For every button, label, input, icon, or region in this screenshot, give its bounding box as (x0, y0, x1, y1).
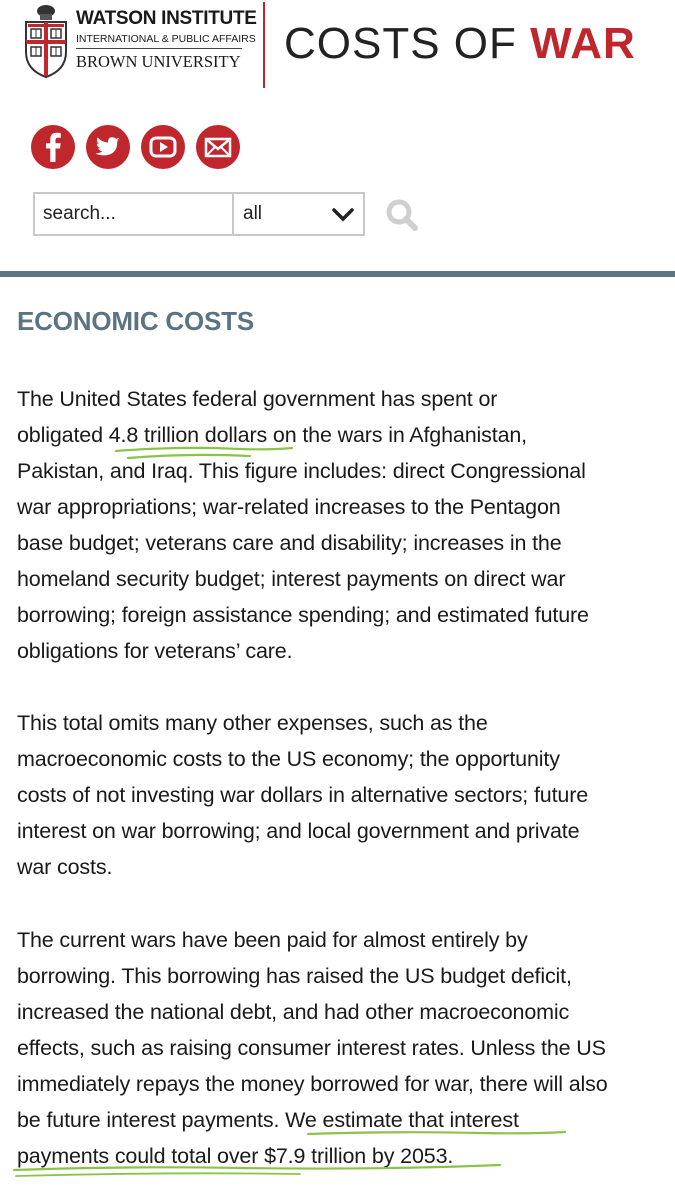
text-line: borrowing. This borrowing has raised the US budget deficit, (17, 964, 572, 988)
text-line: The current wars have been paid for almost entirely by (17, 928, 528, 952)
search-icon[interactable] (383, 196, 421, 234)
text-line: obligated 4.8 trillion dollars on the wars in Afghanistan, (17, 423, 528, 447)
chevron-down-icon (331, 206, 355, 224)
facebook-icon[interactable] (31, 125, 75, 169)
text-line: macroeconomic costs to the US economy; the opportunity (17, 747, 560, 771)
text-line: borrowing; foreign assistance spending; and estimated future (17, 603, 589, 627)
header-divider (263, 2, 265, 88)
site-title-costs-of: COSTS OF (284, 19, 531, 68)
text-line: The United States federal government has spent or (17, 387, 498, 411)
youtube-icon[interactable] (141, 125, 185, 169)
text-line: base budget; veterans care and disability; increases in the (17, 531, 562, 555)
paragraph-omitted-costs (17, 705, 665, 885)
twitter-icon[interactable] (86, 125, 130, 169)
site-title-war: WAR (530, 19, 636, 68)
paragraph-borrowing (17, 922, 665, 1174)
text-line: immediately repays the money borrowed for war, there will also (17, 1072, 608, 1096)
text-line: homeland security budget; interest payments on direct war (17, 567, 566, 591)
text-line: be future interest payments. We estimate that interest (17, 1108, 519, 1132)
search-field[interactable] (33, 192, 232, 236)
search-input[interactable] (35, 194, 232, 234)
paragraph-spending (17, 381, 665, 669)
text-line: Pakistan, and Iraq. This figure includes: direct Congressional (17, 459, 586, 483)
text-line: war costs. (17, 855, 113, 879)
text-line: effects, such as raising consumer interest rates. Unless the US (17, 1036, 606, 1060)
email-icon[interactable] (196, 125, 240, 169)
text-line: war appropriations; war-related increases to the Pentagon (17, 495, 561, 519)
text-line: increased the national debt, and had other macroeconomic (17, 1000, 570, 1024)
site-title[interactable] (284, 20, 636, 68)
institute-subtitle: INTERNATIONAL & PUBLIC AFFAIRS (76, 33, 242, 49)
page-heading: ECONOMIC COSTS (17, 306, 254, 336)
brown-university-shield-logo[interactable] (22, 2, 70, 78)
site-header (0, 0, 675, 92)
university-name: BROWN UNIVERSITY (76, 52, 241, 71)
text-line: obligations for veterans’ care. (17, 639, 293, 663)
search-scope-select[interactable] (232, 192, 365, 236)
search-scope-value: all (243, 203, 263, 224)
section-divider (0, 271, 675, 277)
text-line: interest on war borrowing; and local government and private (17, 819, 580, 843)
text-line: costs of not investing war dollars in alternative sectors; future (17, 783, 589, 807)
text-line: This total omits many other expenses, such as the (17, 711, 488, 735)
text-line: payments could total over $7.9 trillion by 2053. (17, 1144, 454, 1168)
institute-name[interactable]: WATSON INSTITUTE (76, 8, 257, 29)
